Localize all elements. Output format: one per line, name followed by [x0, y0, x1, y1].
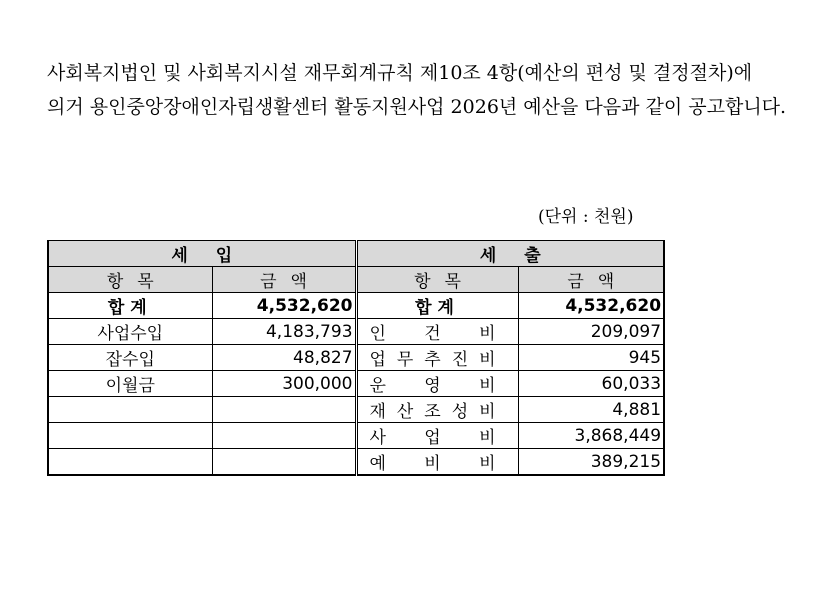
- table-row: [48, 397, 664, 423]
- expense-amount-cell: 389,215: [518, 449, 664, 476]
- table-row: [48, 423, 664, 449]
- table-row: [48, 345, 664, 371]
- revenue-total-label: [48, 293, 212, 319]
- expense-item-cell: [356, 449, 518, 476]
- revenue-total-amount: 4,532,620: [212, 293, 356, 319]
- expense-item-text: 예 비 비: [369, 454, 496, 474]
- expense-item-text: 재 산 조 성 비: [369, 402, 496, 422]
- budget-table: [47, 240, 665, 476]
- intro-paragraph: 사회복지법인 및 사회복지시설 재무회계규칙 제10조 4항(예산의 편성 및 결정절차)에 의거 용인중앙장애인자립생활센터 활동지원사업 2026년 예산을 다음과 같이 공고합니다.: [47, 62, 787, 118]
- total-label-text: 합계: [107, 298, 153, 318]
- revenue-item-header: 항목: [48, 267, 212, 293]
- expense-item-text: 업 무 추 진 비: [369, 350, 496, 370]
- revenue-header: 세입: [48, 241, 356, 267]
- revenue-item-cell: [48, 397, 212, 423]
- expense-item-text: 운 영 비: [369, 376, 496, 396]
- revenue-item-cell: 사업수입: [48, 319, 212, 345]
- revenue-amount-header: 금액: [212, 267, 356, 293]
- expense-total-amount: 4,532,620: [518, 293, 664, 319]
- expense-amount-cell: 945: [518, 345, 664, 371]
- expense-amount-cell: 4,881: [518, 397, 664, 423]
- expense-amount-cell: 60,033: [518, 371, 664, 397]
- table-row: [48, 319, 664, 345]
- budget-rows: [48, 319, 664, 476]
- expense-item-header: 항목: [356, 267, 518, 293]
- revenue-amount-cell: [212, 397, 356, 423]
- revenue-item-cell: 이월금: [48, 371, 212, 397]
- revenue-amount-cell: 4,183,793: [212, 319, 356, 345]
- total-label-text: 합계: [415, 298, 460, 318]
- revenue-item-cell: [48, 423, 212, 449]
- expense-item-cell: [356, 319, 518, 345]
- expense-total-label: [356, 293, 518, 319]
- revenue-amount-cell: [212, 423, 356, 449]
- expense-item-cell: [356, 423, 518, 449]
- total-row: [48, 293, 664, 319]
- table-row: [48, 449, 664, 476]
- revenue-amount-cell: 300,000: [212, 371, 356, 397]
- expense-amount-header: 금액: [518, 267, 664, 293]
- expense-header: 세출: [356, 241, 664, 267]
- revenue-amount-cell: [212, 449, 356, 476]
- unit-note: (단위 : 천원): [538, 207, 634, 227]
- expense-amount-cell: 209,097: [518, 319, 664, 345]
- table-row: [48, 371, 664, 397]
- revenue-item-cell: 잡수입: [48, 345, 212, 371]
- expense-item-text: 사 업 비: [369, 428, 496, 448]
- expense-item-cell: [356, 345, 518, 371]
- expense-amount-cell: 3,868,449: [518, 423, 664, 449]
- expense-item-text: 인 건 비: [369, 324, 496, 344]
- expense-item-cell: [356, 371, 518, 397]
- revenue-item-cell: [48, 449, 212, 476]
- expense-item-cell: [356, 397, 518, 423]
- revenue-amount-cell: 48,827: [212, 345, 356, 371]
